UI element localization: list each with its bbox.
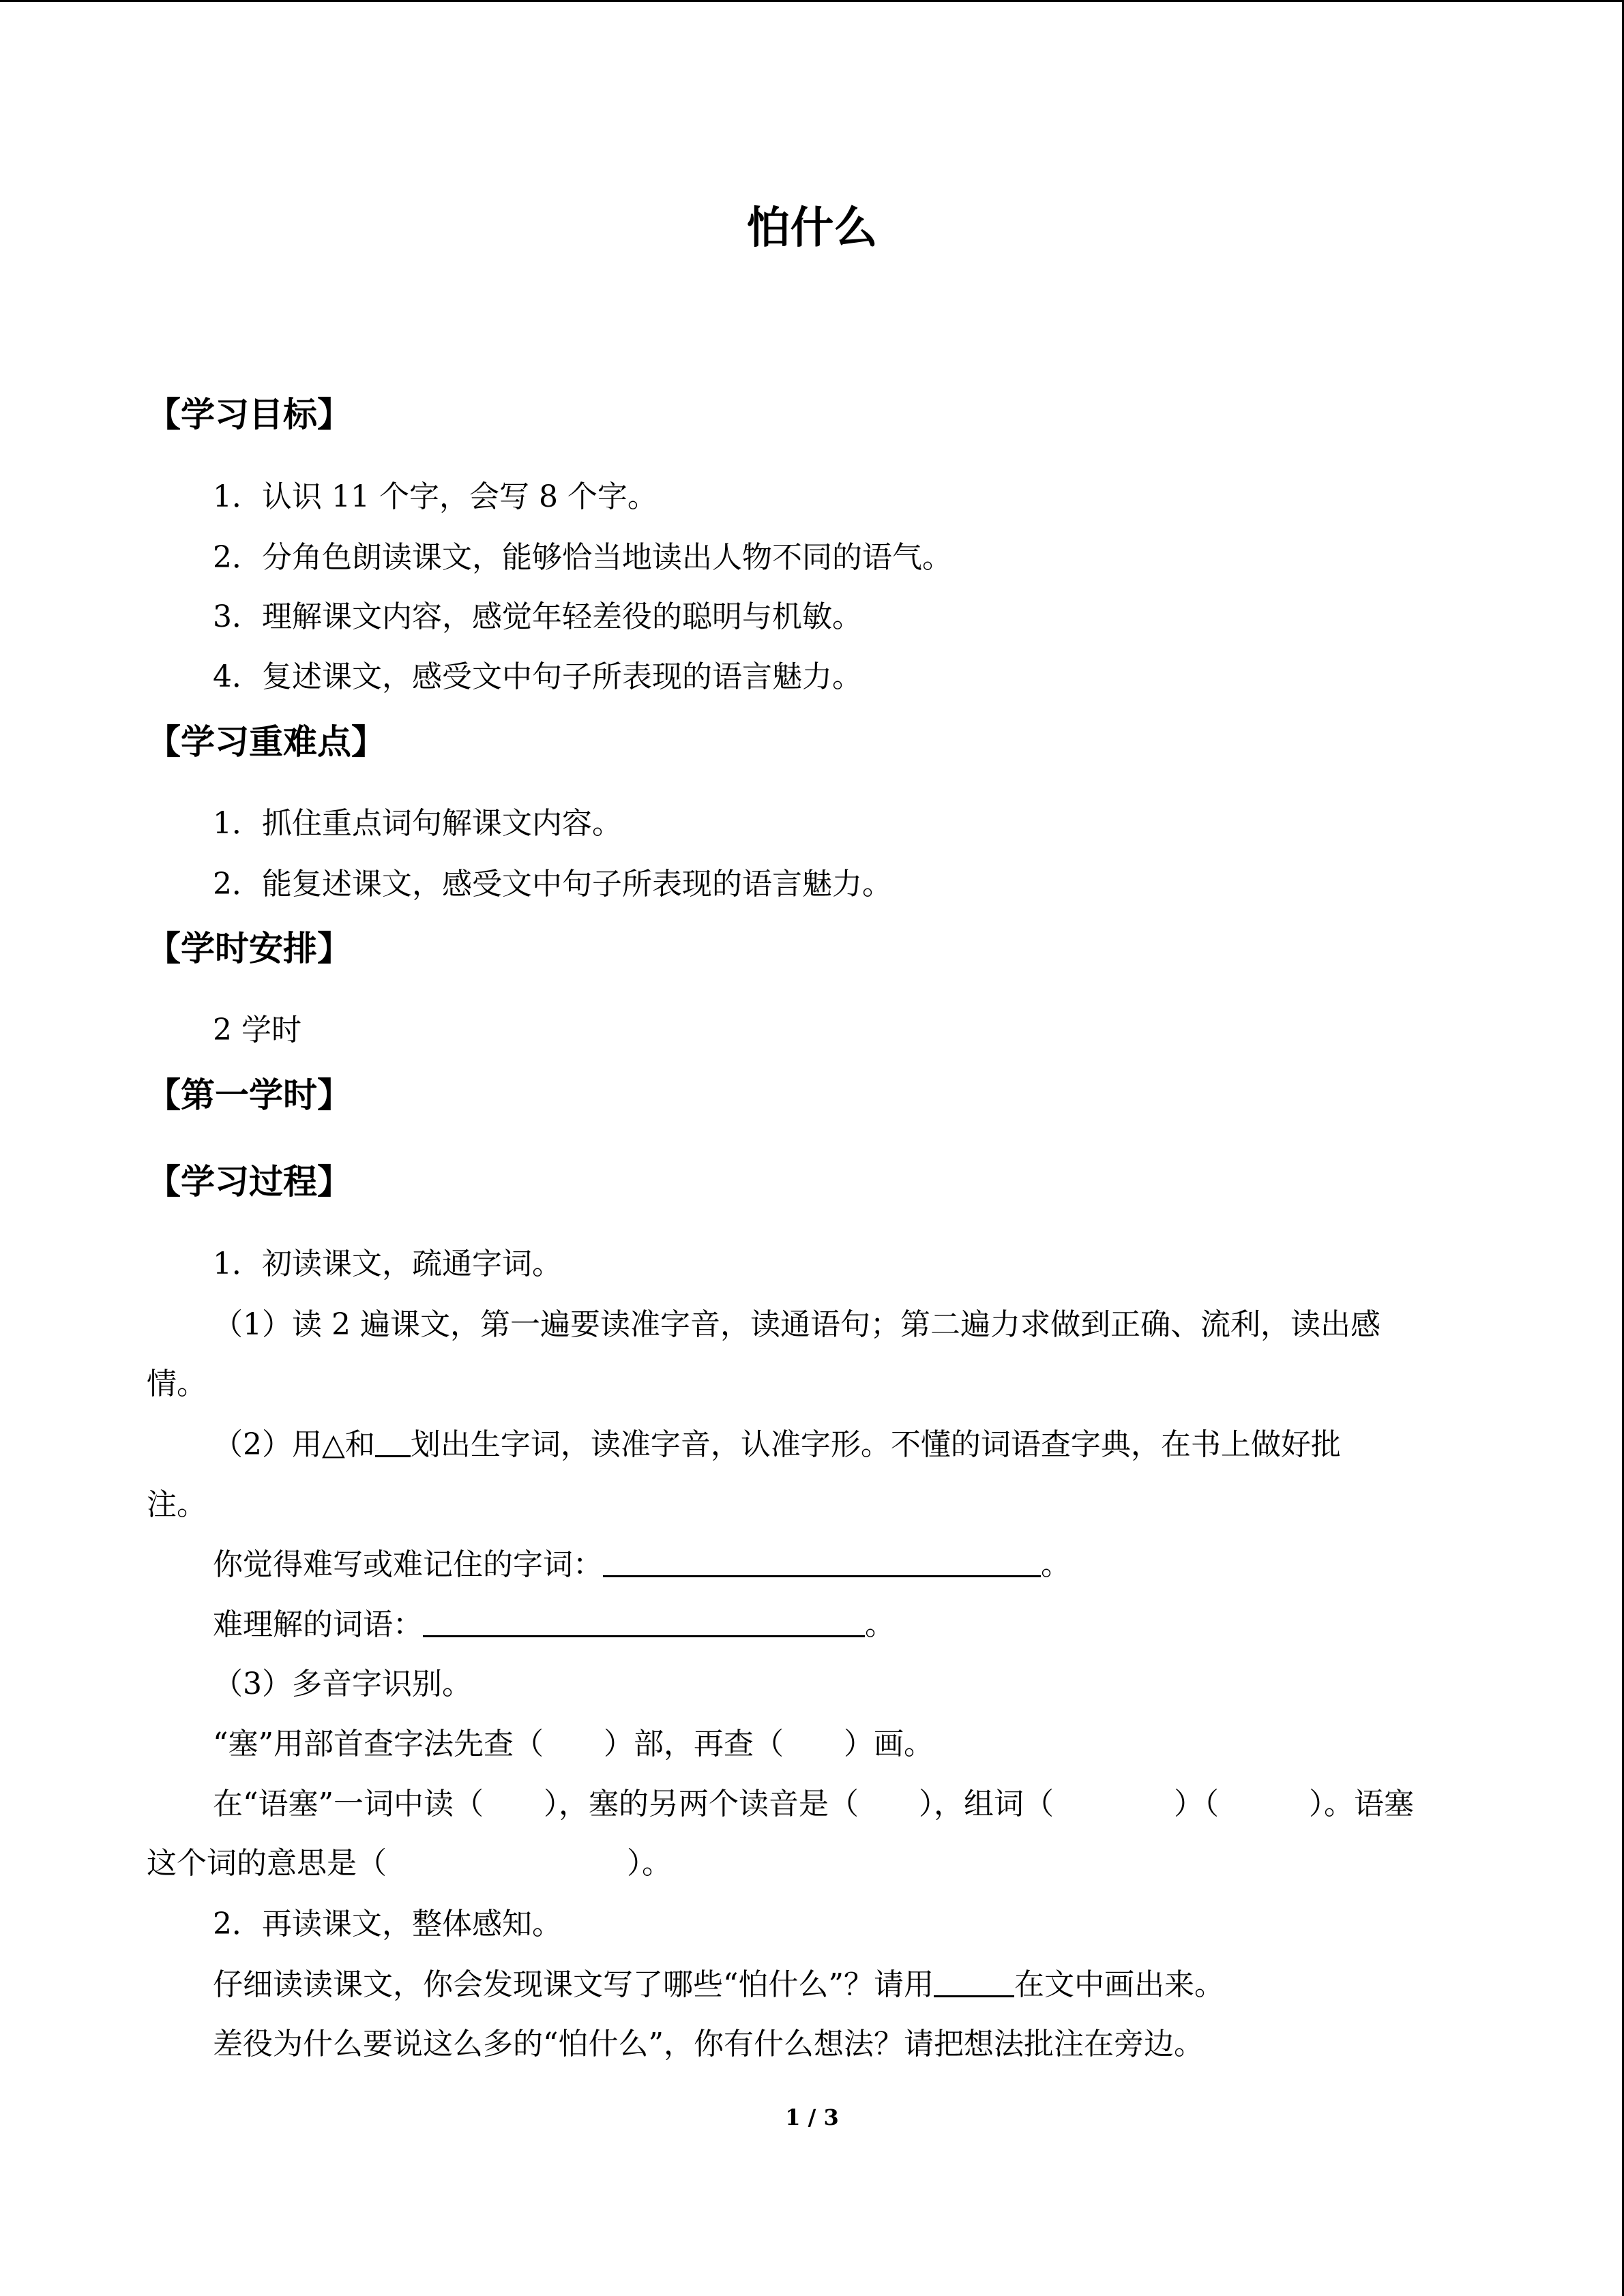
hard-words-label: 你觉得难写或难记住的字词： bbox=[213, 1547, 603, 1582]
hard-words-line bbox=[213, 1547, 1071, 1582]
process-item-3: （3）多音字识别。 bbox=[213, 1667, 472, 1701]
yusai-question-cont: 这个词的意思是（ ）。 bbox=[147, 1846, 672, 1881]
heading-key-points: 【学习重难点】 bbox=[147, 722, 385, 762]
goal-item: 2．分角色朗读课文，能够恰当地读出人物不同的语气。 bbox=[213, 540, 952, 575]
goal-item: 3．理解课文内容，感觉年轻差役的聪明与机敏。 bbox=[213, 599, 862, 634]
read-question bbox=[213, 1967, 1224, 2002]
process-item-2-cont: 注。 bbox=[147, 1487, 207, 1522]
process-item-2-text-a: （2）用△和 bbox=[213, 1427, 375, 1462]
difficult-words-label: 难理解的词语： bbox=[213, 1607, 423, 1642]
difficult-words-blank[interactable] bbox=[423, 1611, 865, 1637]
schedule-text: 2 学时 bbox=[213, 1013, 301, 1047]
goal-item: 1．认识 11 个字，会写 8 个字。 bbox=[213, 479, 658, 514]
goal-item: 4．复述课文，感受文中句子所表现的语言魅力。 bbox=[213, 659, 862, 694]
keypoint-item: 1．抓住重点词句解课文内容。 bbox=[213, 806, 622, 841]
heading-learning-process: 【学习过程】 bbox=[147, 1162, 351, 1202]
keypoint-item: 2．能复述课文，感受文中句子所表现的语言魅力。 bbox=[213, 867, 892, 901]
yusai-question: 在“语塞”一词中读（ ），塞的另两个读音是（ ），组词（ ）（ ）。语塞 bbox=[213, 1787, 1414, 1821]
process-item-2-text-b: 划出生字词，读准字音，认准字形。不懂的词语查字典，在书上做好批 bbox=[410, 1427, 1341, 1462]
hard-words-end: 。 bbox=[1041, 1547, 1071, 1582]
process-item-1: （1）读 2 遍课文，第一遍要读准字音，读通语句；第二遍力求做到正确、流利，读出感 bbox=[213, 1307, 1381, 1342]
why-question: 差役为什么要说这么多的“怕什么”，你有什么想法？请把想法批注在旁边。 bbox=[213, 2027, 1204, 2061]
read-question-blank[interactable] bbox=[934, 1971, 1014, 1997]
hard-words-blank[interactable] bbox=[603, 1551, 1041, 1577]
difficult-words-line bbox=[213, 1607, 895, 1642]
process-step-2: 2．再读课文，整体感知。 bbox=[213, 1907, 562, 1941]
page-number: 1 / 3 bbox=[785, 2104, 839, 2130]
process-item-1-cont: 情。 bbox=[147, 1367, 207, 1401]
document-title: 怕什么 bbox=[746, 203, 878, 254]
process-item-2 bbox=[213, 1427, 1341, 1462]
read-question-text-a: 仔细读读课文，你会发现课文写了哪些“怕什么”？请用 bbox=[213, 1967, 934, 2002]
heading-first-period: 【第一学时】 bbox=[147, 1075, 351, 1115]
heading-learning-goals: 【学习目标】 bbox=[147, 395, 351, 434]
read-question-text-b: 在文中画出来。 bbox=[1014, 1967, 1224, 2002]
process-step-1: 1．初读课文，疏通字词。 bbox=[213, 1247, 562, 1281]
underline-mark bbox=[375, 1431, 411, 1457]
sai-question: “塞”用部首查字法先查（ ）部，再查（ ）画。 bbox=[213, 1727, 934, 1761]
difficult-words-end: 。 bbox=[865, 1607, 895, 1642]
heading-schedule: 【学时安排】 bbox=[147, 929, 351, 968]
